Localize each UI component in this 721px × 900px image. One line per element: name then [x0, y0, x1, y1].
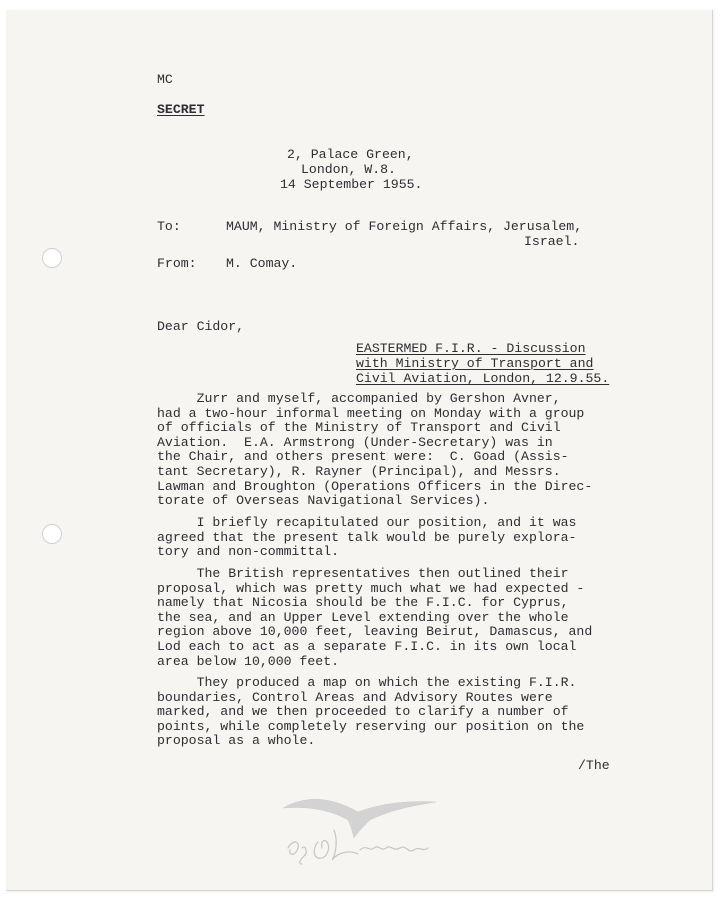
address-line-2: London, W.8.: [301, 162, 396, 177]
subject-line-1: EASTERMED F.I.R. - Discussion: [356, 341, 586, 356]
signature-icon: [288, 830, 428, 864]
paragraph-line: They produced a map on which the existing F.I.R.: [157, 675, 577, 690]
paragraph-line: torate of Overseas Navigational Services).: [157, 493, 490, 509]
paragraph-line: namely that Nicosia should be the F.I.C. for Cyprus,: [157, 595, 569, 611]
paragraph-line: Lawman and Broughton (Operations Officers in the Direc-: [157, 478, 593, 494]
watermark-logo: [278, 790, 448, 870]
classification-label: SECRET: [157, 102, 205, 117]
paragraph-line: area below 10,000 feet.: [157, 653, 340, 669]
subject-line-3: Civil Aviation, London, 12.9.55.: [356, 371, 610, 386]
gull-icon: [283, 799, 436, 838]
salutation: Dear Cidor,: [157, 319, 245, 334]
from-sender: M. Comay.: [226, 256, 298, 271]
punch-hole-top: [42, 248, 62, 268]
sender-initials: MC: [157, 72, 173, 87]
continuation-catchword: /The: [578, 758, 610, 773]
paragraph-line: proposal, which was pretty much what we had expected -: [157, 580, 585, 596]
paragraph-line: Aviation. E.A. Armstrong (Under-Secretary) was in: [157, 434, 553, 450]
subject-line-2: with Ministry of Transport and: [356, 356, 594, 371]
paragraph-line: points, while completely reserving our position on the: [157, 718, 585, 734]
paragraph-line: region above 10,000 feet, leaving Beirut, Damascus, and: [157, 624, 593, 640]
paragraph-line: the Chair, and others present were: C. Goad (Assis-: [157, 449, 569, 465]
paragraph-line: I briefly recapitulated our position, and it was: [157, 515, 577, 530]
paragraph-line: marked, and we then proceeded to clarify a number of: [157, 704, 569, 720]
to-recipient-line-2: Israel.: [524, 234, 580, 249]
to-label: To:: [157, 219, 181, 234]
to-recipient-line-1: MAUM, Ministry of Foreign Affairs, Jerusalem,: [226, 219, 583, 234]
paragraph-line: proposal as a whole.: [157, 733, 316, 749]
paragraph-line: Zurr and myself, accompanied by Gershon Avner,: [157, 391, 561, 406]
paragraph-line: of officials of the Ministry of Transport and Civil: [157, 420, 561, 436]
paragraph-line: Lod each to act as a separate F.I.C. in its own local: [157, 639, 577, 654]
paragraph-line: the sea, and an Upper Level extending over the whole: [157, 609, 569, 625]
paragraph-line: had a two-hour informal meeting on Monday with a group: [157, 405, 585, 421]
address-line-1: 2, Palace Green,: [287, 147, 414, 162]
punch-hole-bottom: [42, 524, 62, 544]
paragraph-line: tant Secretary), R. Rayner (Principal), and Messrs.: [157, 464, 561, 479]
from-label: From:: [157, 256, 197, 271]
paragraph-line: tory and non-committal.: [157, 544, 340, 560]
paragraph-line: The British representatives then outlined their: [157, 566, 569, 581]
paragraph-line: agreed that the present talk would be purely explora-: [157, 529, 577, 545]
paragraph-line: boundaries, Control Areas and Advisory Routes were: [157, 689, 553, 705]
letter-date: 14 September 1955.: [280, 177, 423, 192]
